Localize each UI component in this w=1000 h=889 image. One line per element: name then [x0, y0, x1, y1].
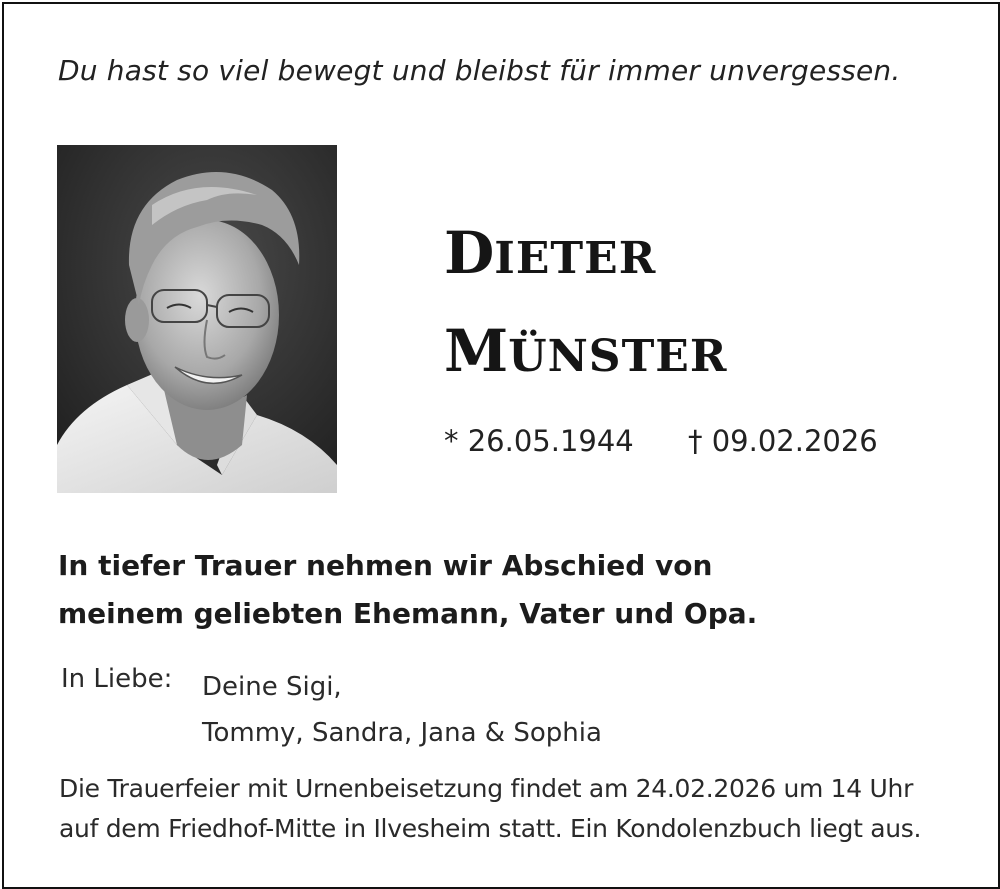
first-name-initial: D: [444, 219, 495, 287]
last-name: [444, 317, 728, 385]
last-name-rest: ÜNSTER: [508, 331, 728, 382]
service-info: [59, 769, 959, 849]
motto-text: Du hast so viel bewegt und bleibst für immer unvergessen.: [58, 54, 901, 87]
announcement-line: In tiefer Trauer nehmen wir Abschied von: [58, 549, 713, 582]
announcement-line: meinem geliebten Ehemann, Vater und Opa.: [58, 597, 758, 630]
portrait-photo: [57, 145, 337, 493]
birth-date: * 26.05.1944: [444, 424, 634, 458]
service-line: Die Trauerfeier mit Urnenbeisetzung findet am 24.02.2026 um 14 Uhr: [59, 774, 914, 803]
obituary-frame: [2, 2, 1000, 889]
first-name-rest: IETER: [494, 233, 657, 284]
last-name-initial: M: [444, 317, 509, 385]
signatories-label: In Liebe:: [61, 664, 173, 694]
signatories-names: [202, 664, 602, 756]
signatories-line: Deine Sigi,: [202, 672, 342, 702]
death-date: † 09.02.2026: [688, 424, 878, 458]
announcement-text: [58, 542, 858, 638]
service-line: auf dem Friedhof-Mitte in Ilvesheim statt. Ein Kondolenzbuch liegt aus.: [59, 814, 922, 843]
first-name: [444, 219, 657, 287]
signatories-line: Tommy, Sandra, Jana & Sophia: [202, 718, 602, 748]
